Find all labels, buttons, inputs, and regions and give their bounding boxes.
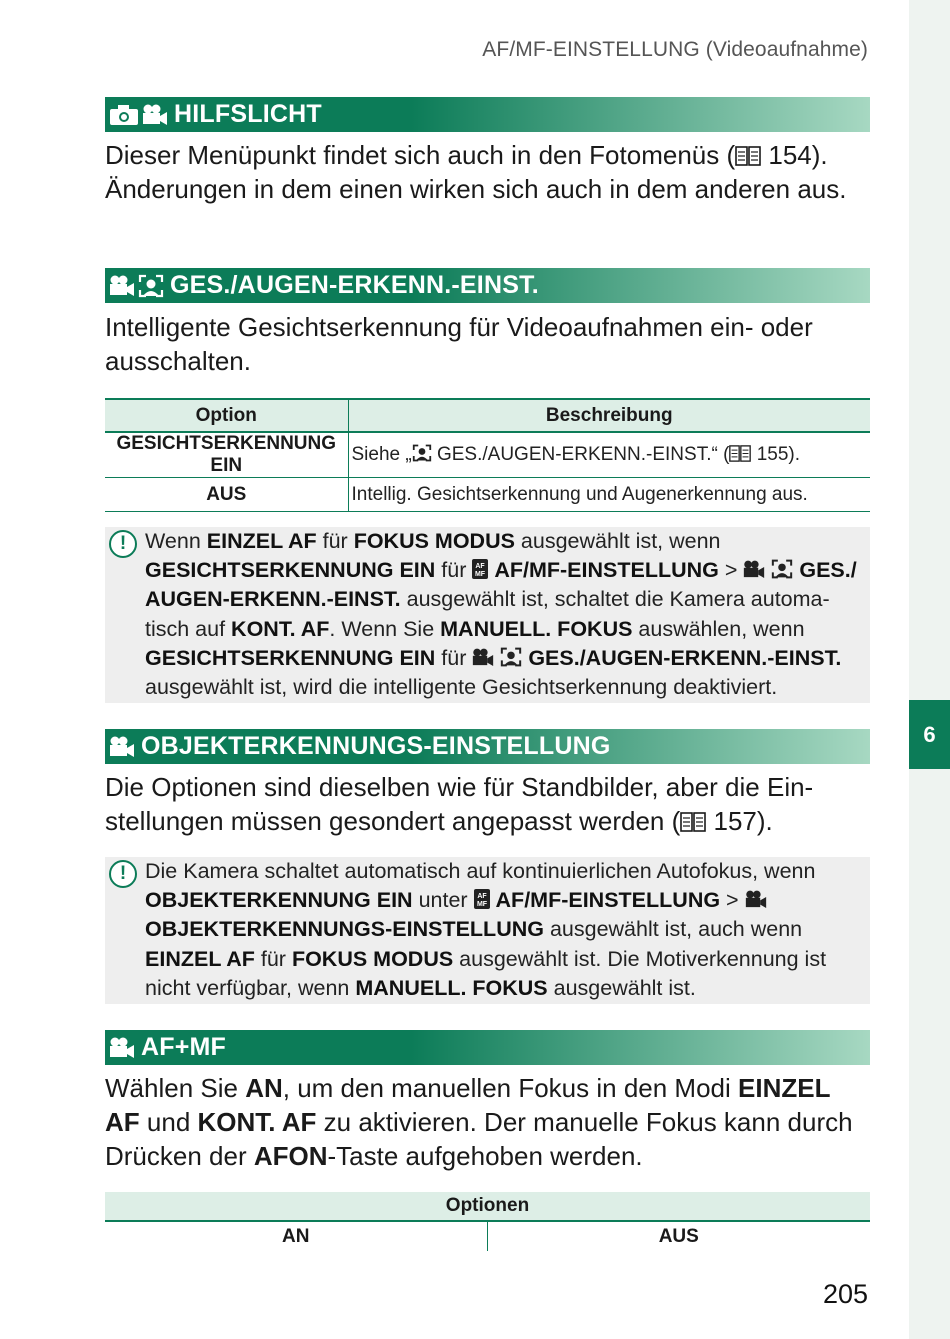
face-detection-icon [138,274,164,298]
svg-text:MF: MF [475,571,486,579]
movie-camera-icon [745,890,767,909]
afon-button-label: AFON [253,1141,328,1171]
page-number: 205 [822,1279,868,1309]
section-heading-hilfslicht [105,97,870,132]
options-table [105,398,870,512]
face-detection-icon [412,444,432,462]
page-reference[interactable]: 157 [713,806,757,836]
section-title: OBJEKTERKENNUNGS-EINSTELLUNG [141,732,611,760]
section-heading-af-mf [105,1030,870,1065]
caution-icon: ! [109,530,137,558]
table-header-description: Beschreibung [348,399,870,432]
svg-text:AF: AF [475,563,486,571]
section-title: GES./AUGEN-ERKENN.-EINST. [170,271,539,299]
svg-text:AF: AF [476,893,487,901]
table-header-option: Option [105,399,348,432]
af-mf-icon [472,559,488,579]
caution-icon: ! [109,860,137,888]
option-name: AUS [105,478,348,512]
table-row [105,1221,870,1251]
section-heading-objekterkennung [105,729,870,764]
book-reference-icon [735,146,761,166]
movie-camera-icon [142,104,168,126]
face-detection-icon [771,559,793,579]
section-title: HILFSLICHT [174,100,322,128]
svg-text:MF: MF [476,901,487,909]
option-an: AN [105,1221,487,1251]
table-row [105,478,870,512]
page-reference[interactable]: 155 [756,444,789,465]
chapter-tab[interactable]: 6 [909,700,950,769]
movie-camera-icon [109,736,135,758]
movie-camera-icon [743,560,765,579]
caution-note: ! Die Kamera schaltet automatisch auf kontinuierlichen Autofokus, wenn OBJEKTERKENNUNG EIN unter AF MF AF/MF-EINSTELLUNG > OBJEKTERKENNUNGS-EINSTELLUNG ausgewählt ist, auch wenn EINZEL AF für FOKUS MODUS ausgewählt ist. Die Motiverkennung ist nicht verfügbar, wenn MANUELL. FOKUS ausgewählt ist. [105,857,870,1004]
book-reference-icon [729,445,751,462]
movie-camera-icon [109,275,135,297]
table-header-optionen: Optionen [105,1192,870,1221]
option-description: Siehe „ GES./AUGEN-ERKENN.-EINST.“ ( 155). [348,432,870,478]
table-row [105,432,870,478]
running-header: AF/MF-EINSTELLUNG (Videoaufnahme) [482,38,868,61]
af-mf-description: Wählen Sie AN, um den manuellen Fokus in den Modi EINZEL AF und KONT. AF zu aktivieren. Der manuelle Fokus kann durch Drücken der AFON-Taste aufgehoben werden. [105,1073,853,1171]
section-title: AF+MF [141,1033,227,1061]
af-mf-icon [474,889,490,909]
hilfslicht-description: Dieser Menüpunkt findet sich auch in den Fotomenüs ( 154). Änderungen in dem einen wirken sich auch in dem anderen aus. [105,140,847,204]
option-description: Intellig. Gesichtserkennung und Augenerkennung aus. [348,478,870,512]
caution-note: ! Wenn EINZEL AF für FOKUS MODUS ausgewählt ist, wenn GESICHTSERKENNUNG EIN für AF MF AF/MF-EINSTELLUNG > GES./ AUGEN-ERKENN.-EINST. ausgewählt ist, schaltet die Kamera automa- tisch auf KONT. AF. Wenn Sie MANUELL. FOKUS auswählen, wenn GESICHTSERKENNUNG EIN für GES./AUGEN-ERKENN.-EINST. ausgewählt ist, wird die intelligente Gesichtserkennung deaktiviert. [105,527,870,703]
side-strip [909,0,950,1339]
book-reference-icon [680,812,706,832]
page-reference[interactable]: 154 [768,140,812,170]
af-mf-options-table [105,1192,870,1251]
option-name: GESICHTSERKENNUNG EIN [105,432,348,478]
face-detection-icon [500,647,522,667]
movie-camera-icon [472,648,494,667]
section-heading-ges-augen [105,268,870,303]
camera-icon [109,104,139,126]
ges-augen-description: Intelligente Gesichtserkennung für Videoaufnahmen ein- oder ausschalten. [105,312,813,376]
option-aus: AUS [658,1225,699,1247]
objekterkennung-description: Die Optionen sind dieselben wie für Standbilder, aber die Ein- stellungen müssen gesondert angepasst werden ( 157). [105,772,814,836]
movie-camera-icon [109,1037,135,1059]
